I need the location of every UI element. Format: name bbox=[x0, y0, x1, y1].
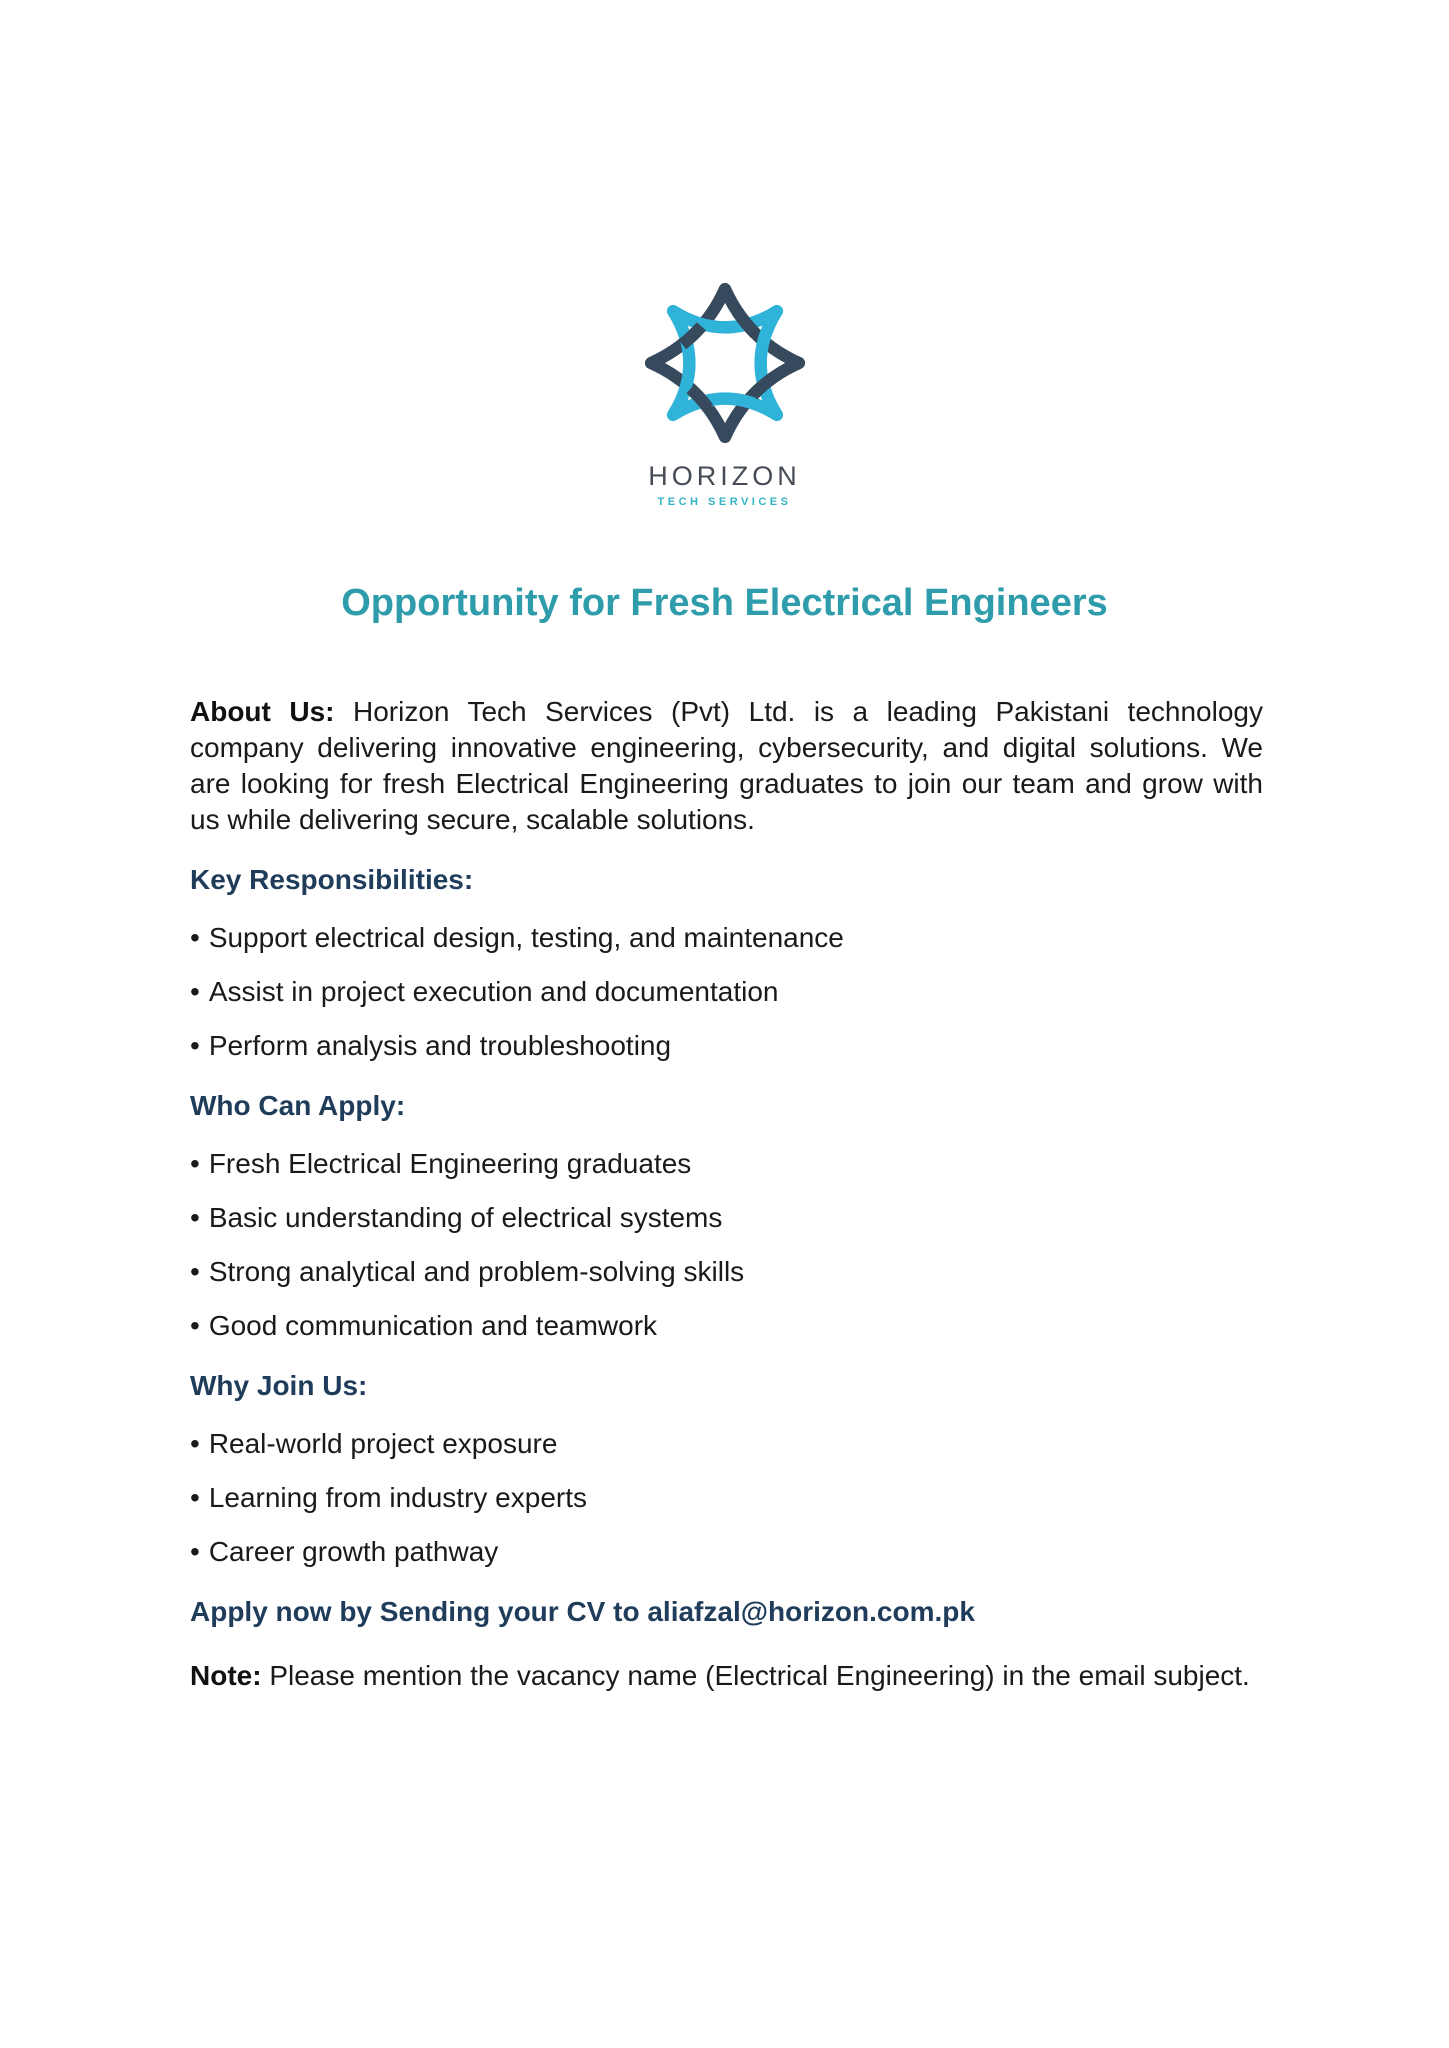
section-why-join-us bbox=[190, 1368, 1263, 1570]
bullet-icon: • bbox=[190, 1202, 200, 1233]
section-heading: Why Join Us: bbox=[190, 1370, 368, 1401]
document-body bbox=[0, 694, 1449, 1694]
section-key-responsibilities bbox=[190, 862, 1263, 1064]
list-item bbox=[190, 1426, 1263, 1462]
list-item bbox=[190, 1254, 1263, 1290]
list-item bbox=[190, 1028, 1263, 1064]
logo-knot-icon bbox=[637, 275, 813, 451]
section-heading: Key Responsibilities: bbox=[190, 864, 474, 895]
page-title: Opportunity for Fresh Electrical Engineers bbox=[341, 582, 1108, 624]
list-item bbox=[190, 920, 1263, 956]
list-item-text: Good communication and teamwork bbox=[208, 1310, 658, 1341]
list-item-text: Perform analysis and troubleshooting bbox=[208, 1030, 672, 1061]
bullet-icon: • bbox=[190, 976, 200, 1007]
section-who-can-apply bbox=[190, 1088, 1263, 1344]
bullet-icon: • bbox=[190, 922, 200, 953]
list-item bbox=[190, 1200, 1263, 1236]
apply-text: Apply now by Sending your CV to bbox=[190, 1596, 640, 1627]
bullet-icon: • bbox=[190, 1428, 200, 1459]
list-item bbox=[190, 1534, 1263, 1570]
bullet-icon: • bbox=[190, 1536, 200, 1567]
list-item bbox=[190, 1308, 1263, 1344]
bullet-icon: • bbox=[190, 1148, 200, 1179]
list-item bbox=[190, 1146, 1263, 1182]
logo-brand-name: HORIZON bbox=[648, 461, 801, 491]
list-item-text: Support electrical design, testing, and maintenance bbox=[208, 922, 844, 953]
about-paragraph bbox=[190, 694, 1263, 838]
about-text: Horizon Tech Services (Pvt) Ltd. is a leading Pakistani technology company delivering innovative engineering, cybersecurity, and digital solutions. We are looking for fresh Electrical Engineering graduates to join our team and grow with us while delivering secure, scalable solutions. bbox=[190, 696, 1263, 835]
bullet-icon: • bbox=[190, 1256, 200, 1287]
bullet-icon: • bbox=[190, 1030, 200, 1061]
note-label: Note: bbox=[190, 1660, 262, 1691]
email-address: aliafzal@horizon.com.pk bbox=[647, 1596, 975, 1627]
note-paragraph bbox=[190, 1658, 1263, 1694]
list-item-text: Learning from industry experts bbox=[208, 1482, 587, 1513]
list-item-text: Career growth pathway bbox=[208, 1536, 499, 1567]
list-item bbox=[190, 974, 1263, 1010]
list-item-text: Assist in project execution and documentation bbox=[208, 976, 779, 1007]
list-item-text: Fresh Electrical Engineering graduates bbox=[208, 1148, 692, 1179]
apply-instruction bbox=[190, 1594, 1263, 1630]
bullet-icon: • bbox=[190, 1482, 200, 1513]
logo-tagline: TECH SERVICES bbox=[657, 496, 792, 508]
note-text: Please mention the vacancy name (Electrical Engineering) in the email subject. bbox=[269, 1660, 1250, 1691]
company-logo bbox=[0, 0, 1449, 508]
list-item-text: Basic understanding of electrical systems bbox=[208, 1202, 723, 1233]
section-heading: Who Can Apply: bbox=[190, 1090, 406, 1121]
list-item-text: Strong analytical and problem-solving skills bbox=[208, 1256, 745, 1287]
bullet-icon: • bbox=[190, 1310, 200, 1341]
list-item-text: Real-world project exposure bbox=[208, 1428, 558, 1459]
list-item bbox=[190, 1480, 1263, 1516]
about-label: About Us: bbox=[190, 696, 335, 727]
